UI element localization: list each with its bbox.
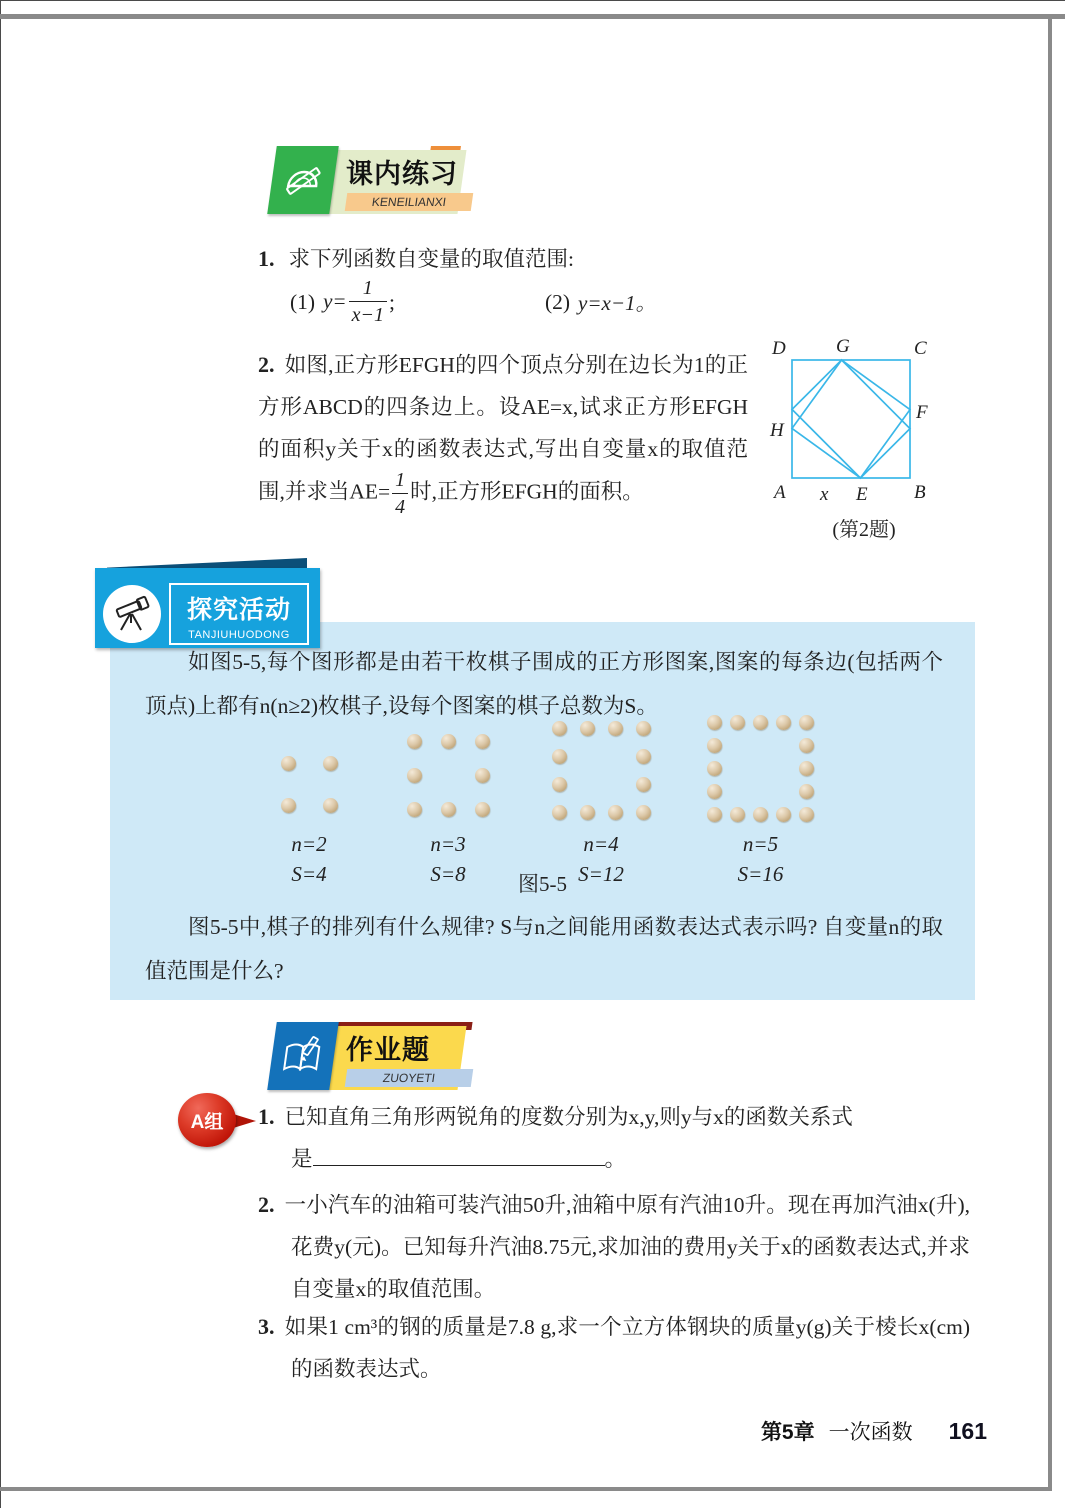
fraction-numerator: 1 xyxy=(395,469,406,491)
homework-badge-title: 作业题 xyxy=(346,1035,430,1065)
sub2-label: (2) xyxy=(544,289,571,314)
chess-piece-dot xyxy=(475,734,490,749)
homework-section-badge xyxy=(262,1022,472,1096)
chess-piece-dot xyxy=(636,805,651,820)
explore-intro: 如图5-5,每个图形都是由若干枚棋子围成的正方形图案,图案的每条边(包括两个顶点)上都有n(n≥2)枚棋子,设每个图案的棋子总数为S。 xyxy=(145,650,943,718)
problem-text: 一小汽车的油箱可装汽油50升,油箱中原有汽油10升。现在再加汽油x(升),花费y(元)。已知每升汽油8.75元,求加油的费用y关于x的函数表达式,并求自变量x的取值范围。 xyxy=(284,1193,970,1301)
chess-piece-dot xyxy=(636,721,651,736)
chess-piece-dot xyxy=(730,715,745,730)
vertex-label-f: F xyxy=(916,402,928,423)
chess-piece-dot xyxy=(636,749,651,764)
problem-line-2-prefix: 是 xyxy=(291,1147,313,1171)
vertex-label-c: C xyxy=(914,338,927,359)
chess-piece-dot xyxy=(707,715,722,730)
frame-right-gray-line xyxy=(1048,14,1052,1491)
figure-caption: (第2题) xyxy=(832,519,896,541)
problem-number: 1. xyxy=(258,1104,275,1129)
chess-piece-dot xyxy=(608,721,623,736)
problem-line-2-suffix: 。 xyxy=(604,1147,627,1171)
figure-5-5-caption: 图5-5 xyxy=(518,872,567,896)
inline-fraction xyxy=(392,470,408,517)
square-diagram xyxy=(748,334,980,506)
protractor-icon xyxy=(267,146,339,214)
chess-piece-dot xyxy=(799,761,814,776)
chess-piece-dot xyxy=(441,734,456,749)
chess-piece-dot xyxy=(407,768,422,783)
chess-piece-dot xyxy=(707,784,722,799)
chess-piece-dot xyxy=(707,761,722,776)
chess-piece-dot xyxy=(475,802,490,817)
chess-piece-dot xyxy=(281,798,296,813)
pattern-n-label: n=5 xyxy=(742,832,779,856)
problem-text-a: 如图,正方形EFGH的四个顶点分别在边长为1的正方形ABCD的四条边上。设AE=x,试求正方形EFGH的面积y关于x的函数表达式,写出自变量x的取值范围,并求当AE= xyxy=(258,353,748,504)
practice-badge-title: 课内练习 xyxy=(346,159,458,189)
chess-piece-dot xyxy=(608,805,623,820)
practice-section-badge xyxy=(262,146,472,220)
badge-body xyxy=(95,568,320,648)
practice-problem-1 xyxy=(258,238,758,280)
explore-badge-subtitle: TANJIUHUODONG xyxy=(188,629,290,641)
group-a-badge xyxy=(178,1093,270,1151)
practice-problem-2 xyxy=(258,344,748,517)
vertex-label-b: B xyxy=(914,482,926,503)
problem-number: 2. xyxy=(258,1192,275,1217)
practice-problem-1-formulas xyxy=(290,278,910,325)
chess-piece-dot xyxy=(707,738,722,753)
chess-piece-dot xyxy=(753,807,768,822)
pattern-s-label: S=12 xyxy=(578,862,624,886)
practice-badge-subtitle: KENEILIANXI xyxy=(345,193,474,211)
vertex-label-e: E xyxy=(856,484,868,505)
problem-text-b: 时,正方形EFGH的面积。 xyxy=(410,479,644,504)
chess-piece-dot xyxy=(323,756,338,771)
chess-piece-dot xyxy=(281,756,296,771)
problem-2-figure xyxy=(748,334,980,542)
explore-question: 图5-5中,棋子的排列有什么规律? S与n之间能用函数表达式表示吗? 自变量n的取值范围是什么? xyxy=(145,915,943,983)
telescope-icon xyxy=(103,585,161,643)
pattern-s-label: S=4 xyxy=(291,862,327,886)
chess-piece-dot xyxy=(407,802,422,817)
dot-grid xyxy=(397,724,499,826)
pattern-group xyxy=(267,742,351,886)
frame-left-line xyxy=(0,0,1,1508)
pattern-n-label: n=4 xyxy=(583,832,619,856)
problem-number: 2. xyxy=(258,352,275,377)
chess-piece-dot xyxy=(799,715,814,730)
chess-piece-dot xyxy=(776,807,791,822)
chess-piece-dot xyxy=(475,768,490,783)
vertex-label-g: G xyxy=(836,336,850,357)
fraction-numerator: 1 xyxy=(362,277,373,299)
problem-text: 求下列函数自变量的取值范围: xyxy=(288,247,574,271)
dot-grid xyxy=(267,742,351,826)
vertex-label-h: H xyxy=(770,420,784,441)
book-pencil-icon xyxy=(267,1022,339,1090)
chess-piece-dot xyxy=(552,805,567,820)
chess-piece-dot xyxy=(441,802,456,817)
chess-piece-dot xyxy=(799,807,814,822)
chapter-title: 一次函数 xyxy=(828,1421,913,1444)
chess-piece-dot xyxy=(580,721,595,736)
pattern-s-label: S=16 xyxy=(737,862,784,886)
group-a-label: A组 xyxy=(190,1111,224,1133)
explore-section-badge xyxy=(95,558,325,650)
pattern-group xyxy=(545,714,657,886)
dot-grid xyxy=(545,714,657,826)
chess-piece-dot xyxy=(799,738,814,753)
sub1-prefix: y= xyxy=(323,289,347,313)
chess-piece-dot xyxy=(552,777,567,792)
segment-label-x: x xyxy=(820,484,829,505)
patterns-row xyxy=(140,700,945,886)
sub1-label: (1) xyxy=(290,289,316,314)
fraction-denominator: x−1 xyxy=(349,301,387,325)
vertex-label-d: D xyxy=(772,338,786,359)
homework-problem-1 xyxy=(258,1096,970,1180)
pattern-n-label: n=2 xyxy=(291,832,327,856)
frame-top-gray-line xyxy=(0,14,1065,19)
chess-piece-dot xyxy=(799,784,814,799)
homework-problem-2 xyxy=(258,1184,970,1310)
problem-number: 3. xyxy=(258,1314,275,1339)
chess-piece-dot xyxy=(753,715,768,730)
frame-top-line xyxy=(0,0,1065,1)
pattern-s-label: S=8 xyxy=(430,862,466,886)
homework-badge-subtitle: ZUOYETI xyxy=(345,1069,474,1087)
problem-number: 1. xyxy=(258,246,275,271)
vertex-label-a: A xyxy=(774,482,786,503)
chess-piece-dot xyxy=(580,805,595,820)
pattern-n-label: n=3 xyxy=(430,832,466,856)
sub1-suffix: ; xyxy=(388,289,395,314)
pattern-group xyxy=(703,711,818,886)
answer-blank xyxy=(313,1145,605,1166)
chess-piece-dot xyxy=(323,798,338,813)
dot-grid xyxy=(703,711,818,826)
page-number: 161 xyxy=(948,1418,987,1444)
sub1-fraction xyxy=(349,278,387,325)
chess-piece-dot xyxy=(407,734,422,749)
fraction-denominator: 4 xyxy=(392,493,408,517)
sub2-formula: y=x−1。 xyxy=(578,290,657,315)
chess-piece-dot xyxy=(552,721,567,736)
homework-problem-3 xyxy=(258,1306,970,1390)
page-footer xyxy=(761,1416,987,1446)
problem-line-1: 已知直角三角形两锐角的度数分别为x,y,则y与x的函数关系式 xyxy=(284,1105,853,1129)
chess-piece-dot xyxy=(552,749,567,764)
chess-piece-dot xyxy=(707,807,722,822)
chapter-number: 第5章 xyxy=(760,1421,815,1444)
explore-badge-title: 探究活动 xyxy=(186,596,291,624)
pattern-group xyxy=(397,724,499,886)
chess-piece-dot xyxy=(776,715,791,730)
chess-piece-dot xyxy=(730,807,745,822)
chess-piece-dot xyxy=(636,777,651,792)
frame-bottom-gray-line xyxy=(0,1487,1052,1491)
problem-text: 如果1 cm³的钢的质量是7.8 g,求一个立方体钢块的质量y(g)关于棱长x(cm)的函数表达式。 xyxy=(284,1315,970,1381)
